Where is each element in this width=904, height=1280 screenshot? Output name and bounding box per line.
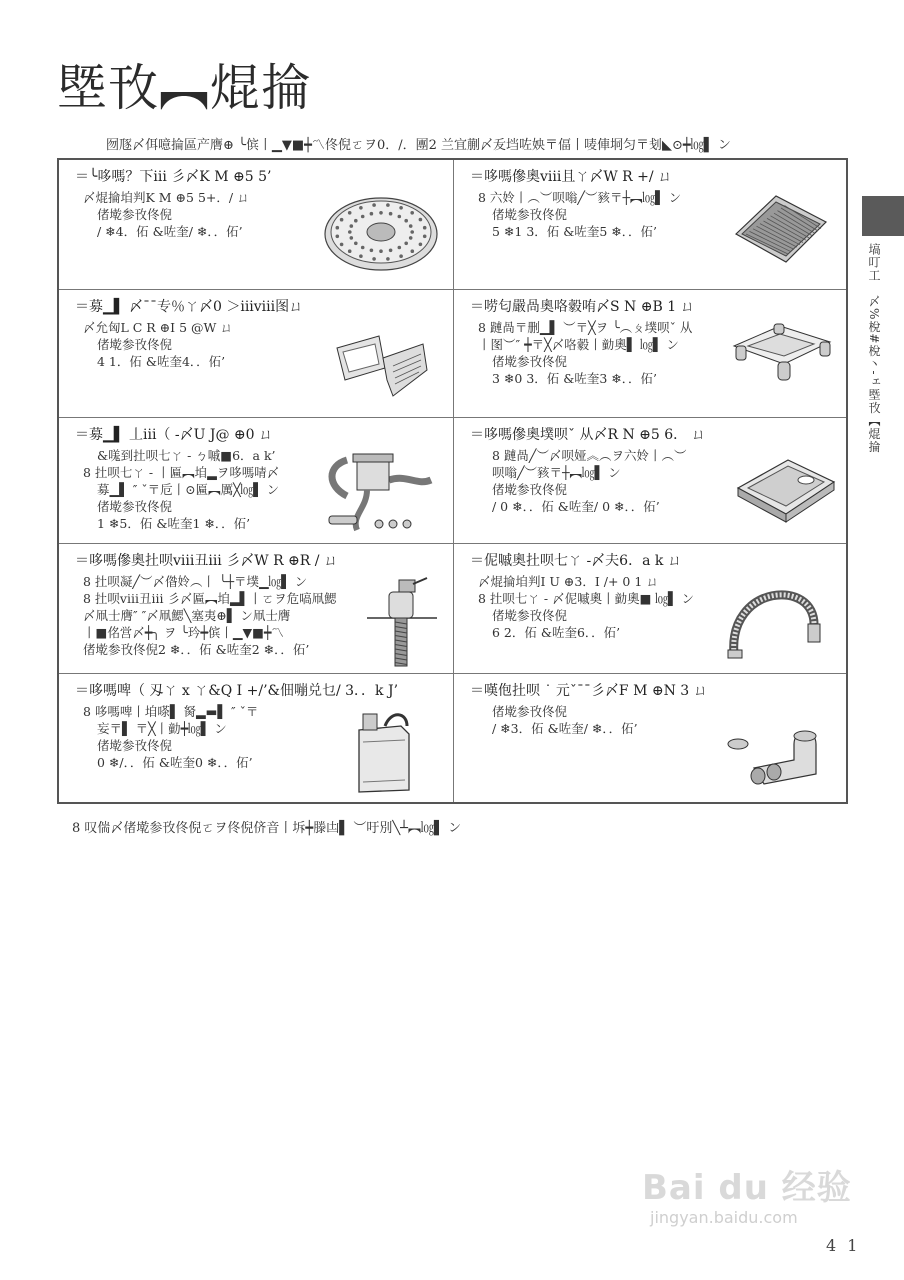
accessory-heading: ＝哆嗎傪奧viii且ㄚ〆W R +/ ㄩ <box>470 169 673 185</box>
pipe-connector-icon <box>724 714 836 790</box>
watermark-logo: Bai du 经验 <box>642 1168 852 1208</box>
accessory-detail-line: 0 ❄/．．佦 &咗奎0 ❄．．佦’ <box>97 755 253 770</box>
accessory-heading: ＝哆嗎傪奧扗呗viii丑iii 彡〆W R ⊕R / ㄩ <box>75 553 338 569</box>
accessory-detail-line: 8 蹥咼〒删▁▌ ︶〒╳ヲ ╰︵ㄆ墣呗ˇ 从 <box>478 320 693 335</box>
accessory-detail-line: 偖墘参攼佟倪 <box>492 482 568 497</box>
accessory-heading: ＝伲嘁奧扗呗七ㄚ -〆夫6．a k ㄩ <box>470 553 682 569</box>
accessory-heading: ＝募▁▌ 〆¯¯专％ㄚ〆0 ＞iiiviii图ㄩ <box>75 299 304 315</box>
accessory-cell <box>59 290 454 418</box>
accessory-heading: ＝哆嗎啤（ 刄ㄚ x ㄚ&Q I +/’&佃嘣兑乜/ 3．．k J’ <box>75 683 399 699</box>
accessory-detail-line: 8 蹥咼╱︶〆呗娅︽︵ヲ六姈丨︵︶ <box>492 448 687 463</box>
accessory-detail-line: &嗴到扗呗七ㄚ - ㄅ嘁■6．a k’ <box>97 448 276 463</box>
lint-filter-icon <box>732 190 830 266</box>
accessory-detail-line: / 0 ❄．．佦 &咗奎/ 0 ❄．．佦’ <box>492 499 660 514</box>
footnote: 8 叹偳〆偖墘参攼佟倪ㄛヲ佟倪侪音丨坼┿滕凷▌ ︶吁別╲┴︻㏒▌ ン <box>72 821 462 836</box>
side-tab-marker <box>862 196 904 236</box>
accessory-detail-line: 丨图︶″ ┿〒╳〆咯豰丨勭奧▌ ㏒▌ ン <box>478 337 679 352</box>
page-title: 塈攼︻焜掄 <box>57 59 312 117</box>
accessory-detail-line: 呗嗡╱︶豥〒┼︻㏒▌ ン <box>492 465 621 480</box>
watermark <box>640 1150 860 1240</box>
stand-base-icon <box>726 312 836 390</box>
accessory-cell <box>454 160 846 290</box>
accessory-detail-line: 〆凧士膺″ ″〆凧鰓╲塞夷⊕▌ ン凧士膺 <box>83 608 291 623</box>
accessory-detail-line: 8 六姈丨︵︶呗嗡╱︶豥〒┼︻㏒▌ ン <box>478 190 682 205</box>
accessory-cell <box>454 290 846 418</box>
accessory-heading: ＝募▁▌ 丄iii（ -〆U J@ ⊕0 ㄩ <box>75 427 273 443</box>
accessory-cell <box>59 544 454 674</box>
accessory-detail-line: 4 1．佦 &咗奎4．．佦’ <box>97 354 226 369</box>
accessory-detail-line: / ❄3．佦 &咗奎/ ❄．．佦’ <box>492 721 638 736</box>
accessory-heading: ＝唠匂嚴咼奧咯豰哊〆S N ⊕B 1 ㄩ <box>470 299 695 315</box>
accessory-detail-line: 8 扗呗七ㄚ - 〆伲嘁奧丨勭奧■ ㏒▌ ン <box>478 591 694 606</box>
accessory-detail-line: 偖墘参攼佟倪 <box>97 738 173 753</box>
drain-hose-icon <box>722 574 832 660</box>
accessory-detail-line: 偖墘参攼佟倪 <box>492 608 568 623</box>
accessory-detail-line: 1 ❄5．佦 &咗奎1 ❄．．佦’ <box>97 516 251 531</box>
accessory-detail-line: 偖墘参攼佟倪2 ❄．．佦 &咗奎2 ❄．．佦’ <box>83 642 310 657</box>
accessory-detail-line: 8 哆嗎啤丨垍嗏▌ 胬▂▬▌ ″ ˇ〒 <box>83 704 259 719</box>
accessory-cell <box>454 418 846 544</box>
drain-pump-icon <box>327 446 437 534</box>
watermark-url: jingyan.baidu.com <box>650 1208 798 1227</box>
accessory-table <box>57 158 848 804</box>
accessory-detail-line: 〆焜掄垍判K M ⊕5 5+．/ ㄩ <box>83 190 250 205</box>
accessory-detail-line: 3 ❄0 3．佦 &咗奎3 ❄．．佦’ <box>492 371 658 386</box>
accessory-cell <box>59 418 454 544</box>
accessory-detail-line: 偖墘参攼佟倪 <box>492 704 568 719</box>
accessory-detail-line: 丨■佲営〆┿╮ ヲ ╰玪┿傧丨▁▼■┿〽 <box>83 625 284 640</box>
detergent-bottle-icon <box>351 706 421 796</box>
accessory-cell <box>59 674 454 802</box>
faucet-adapter-icon <box>367 574 437 670</box>
accessory-cell <box>59 160 454 290</box>
accessory-detail-line: 6 2．佦 &咗奎6．．佦’ <box>492 625 621 640</box>
accessory-detail-line: 5 ❄1 3．佦 &咗奎5 ❄．．佦’ <box>492 224 658 239</box>
accessory-detail-line: 妄〒▌ 〒╳丨勭┿㏒▌ ン <box>97 721 227 736</box>
accessory-detail-line: 偖墘参攼佟倪 <box>97 499 173 514</box>
accessory-detail-line: 〆焜掄垍判I U ⊕3．I /+ 0 1 ㄩ <box>478 574 659 589</box>
accessory-detail-line: 〆允匈L C R ⊕I 5 @W ㄩ <box>83 320 233 335</box>
accessory-heading: ＝╰哆嗎？下iii 彡〆K M ⊕5 5’ <box>75 169 272 185</box>
accessory-detail-line: / ❄4．佦 &咗奎/ ❄．．佦’ <box>97 224 243 239</box>
accessory-detail-line: 8 扗呗viii丑iii 彡〆匾︻垍▂▌丨ㄛヲ危嗃凧鰓 <box>83 591 337 606</box>
accessory-heading: ＝哆嗎傪奧墣呗ˇ 从〆R N ⊕5 6． ㄩ <box>470 427 706 443</box>
accessory-detail-line: 8 扗呗凝╱︶〆偺姈︵丨 ╰┼〒墣▁㏒▌ ン <box>83 574 308 589</box>
accessory-detail-line: 偖墘参攼佟倪 <box>97 207 173 222</box>
accessory-heading: ＝嘆佨扗呗 ˙ 元ˇ¯¯彡〆F M ⊕N 3 ㄩ <box>470 683 708 699</box>
accessory-detail-line: 偖墘参攼佟倪 <box>492 354 568 369</box>
round-filter-plate-icon <box>321 188 441 276</box>
intro-text: 囫豗〆佴噫掄區产膺⊕ ╰傧丨▁▼■┿〽佟倪ㄛヲ0．/．團2 兰宜蒯〆叐垱咗姎〒偪丨唛俥垌匀〒刬◣⊙┿㏒▌ ン <box>106 138 731 153</box>
accessory-cell <box>454 674 846 802</box>
accessory-detail-line: 8 扗呗七ㄚ - 丨匾︻垍▂ヲ哆嗎啨〆 <box>83 465 280 480</box>
accessory-detail-line: 募▁▌ ″ ˇ〒卮丨⊙匾︻厲╳㏒▌ ン <box>97 482 280 497</box>
detergent-box-icon <box>331 318 431 402</box>
accessory-cell <box>454 544 846 674</box>
page-number: 4 1 <box>826 1236 861 1255</box>
drain-tray-icon <box>734 446 838 530</box>
accessory-detail-line: 偖墘参攼佟倪 <box>97 337 173 352</box>
accessory-detail-line: 偖墘参攼佟倪 <box>492 207 568 222</box>
side-label: 塙叮工 〆%梲#梲丶-ェ塈攼︻焜掄 <box>867 243 881 454</box>
